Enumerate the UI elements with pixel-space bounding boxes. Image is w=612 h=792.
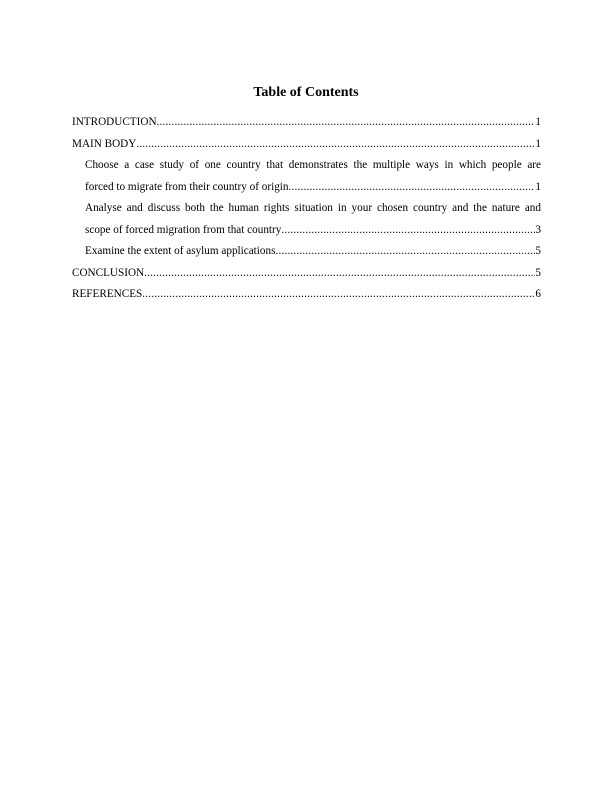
toc-entry-label-line2: scope of forced migration from that country: [85, 223, 282, 236]
toc-entry-case-study[interactable]: [72, 155, 541, 198]
toc-entry-conclusion[interactable]: [72, 263, 541, 285]
toc-entry-label: MAIN BODY: [72, 137, 137, 150]
toc-entry-references[interactable]: [72, 284, 541, 306]
toc-page-number: 5: [535, 245, 541, 257]
toc-entry-label: REFERENCES: [72, 288, 143, 300]
dot-leader: [157, 112, 536, 134]
toc-page-number: 6: [535, 288, 541, 300]
dot-leader: [142, 284, 535, 306]
toc-page-number: 3: [535, 223, 541, 236]
table-of-contents: [72, 112, 541, 306]
dot-leader: [275, 241, 535, 263]
toc-entry-human-rights[interactable]: [72, 198, 541, 241]
toc-entry-asylum-applications[interactable]: [72, 241, 541, 263]
toc-entry-label: CONCLUSION: [72, 266, 145, 279]
toc-entry-label: Examine the extent of asylum applications: [85, 245, 276, 257]
toc-entry-introduction[interactable]: [72, 112, 541, 134]
dot-leader: [281, 220, 535, 242]
dot-leader: [136, 134, 535, 156]
toc-entry-label-line1: Analyse and discuss both the human rights situation in your chosen country and the nature and: [85, 202, 541, 214]
dot-leader: [144, 263, 535, 285]
dot-leader: [288, 177, 535, 199]
toc-entry-label-line1: Choose a case study of one country that demonstrates the multiple ways in which people are: [85, 159, 541, 171]
toc-entry-main-body[interactable]: [72, 134, 541, 156]
toc-entry-label: INTRODUCTION: [72, 116, 157, 128]
toc-title: Table of Contents: [253, 85, 359, 100]
toc-entry-label-line2: forced to migrate from their country of origin: [85, 180, 289, 193]
toc-page-number: 1: [535, 116, 541, 128]
toc-page-number: 1: [535, 180, 541, 193]
toc-page-number: 5: [535, 266, 541, 279]
toc-page-number: 1: [535, 137, 541, 150]
